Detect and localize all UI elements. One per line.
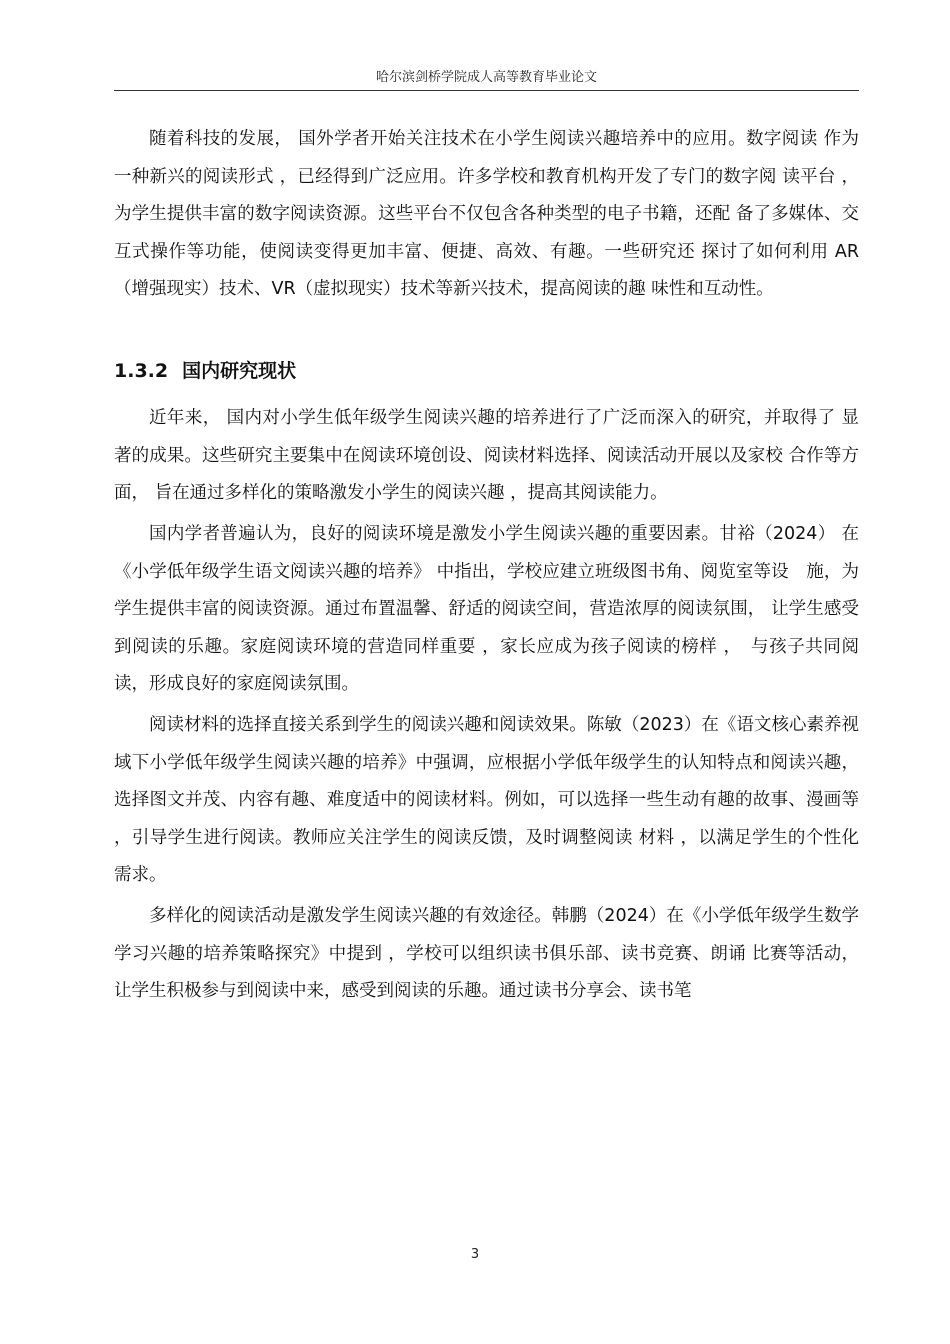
paragraph-reading-activities: 多样化的阅读活动是激发学生阅读兴趣的有效途径。韩鹏（2024）在《小学低年级学生数学学习兴趣的培养策略探究》中提到 ，学校可以组织读书俱乐部、读书竞赛、朗诵 比赛等活动，让学生积极参与到阅读中来，感受到阅读的乐趣。通过读书分享会、读书笔 — [114, 906, 859, 1001]
paragraph-reading-materials: 阅读材料的选择直接关系到学生的阅读兴趣和阅读效果。陈敏（2023）在《语文核心素养视域下小学低年级学生阅读兴趣的培养》中强调，应根据小学低年级学生的认知特点和阅读兴趣，选择图文并茂、内容有趣、难度适中的阅读材料。例如，可以选择一些生动有趣的故事、漫画等 ，引导学生进行阅读。教师应关注学生的阅读反馈，及时调整阅读 材料 ，以满足学生的个性化需求。 — [114, 715, 859, 885]
header-divider — [114, 90, 859, 91]
section-number: 1.3.2 — [114, 360, 169, 382]
page-number: 3 — [470, 1247, 480, 1262]
section-title: 国内研究现状 — [182, 360, 297, 382]
paragraph-domestic-overview: 近年来， 国内对小学生低年级学生阅读兴趣的培养进行了广泛而深入的研究，并取得了 显著的成果。这些研究主要集中在阅读环境创设、阅读材料选择、阅读活动开展以及家校 合作等方面， 旨在通过多样化的策略激发小学生的阅读兴趣 ，提高其阅读能力。 — [114, 408, 859, 503]
section-heading — [114, 354, 296, 388]
paragraph-foreign-research: 随着科技的发展， 国外学者开始关注技术在小学生阅读兴趣培养中的应用。数字阅读 作为一种新兴的阅读形式 ，已经得到广泛应用。许多学校和教育机构开发了专门的数字阅 读平台 ，为学生提供丰富的数字阅读资源。这些平台不仅包含各种类型的电子书籍，还配 备了多媒体、交互式操作等功能，使阅读变得更加丰富、便捷、高效、有趣。一些研究还 探讨了如何利用 AR（增强现实）技术、VR（虚拟现实）技术等新兴技术，提高阅读的趣 味性和互动性。 — [114, 129, 859, 299]
page-header: 哈尔滨剑桥学院成人高等教育毕业论文 — [375, 70, 597, 85]
paragraph-reading-environment: 国内学者普遍认为，良好的阅读环境是激发小学生阅读兴趣的重要因素。甘裕（2024） 在《小学低年级学生语文阅读兴趣的培养》 中指出，学校应建立班级图书角、阅览室等设 施，为学生提供丰富的阅读资源。通过布置温馨、舒适的阅读空间，营造浓厚的阅读氛围， 让学生感受到阅读的乐趣。家庭阅读环境的营造同样重要 ，家长应成为孩子阅读的榜样 ， 与孩子共同阅读，形成良好的家庭阅读氛围。 — [114, 524, 859, 694]
